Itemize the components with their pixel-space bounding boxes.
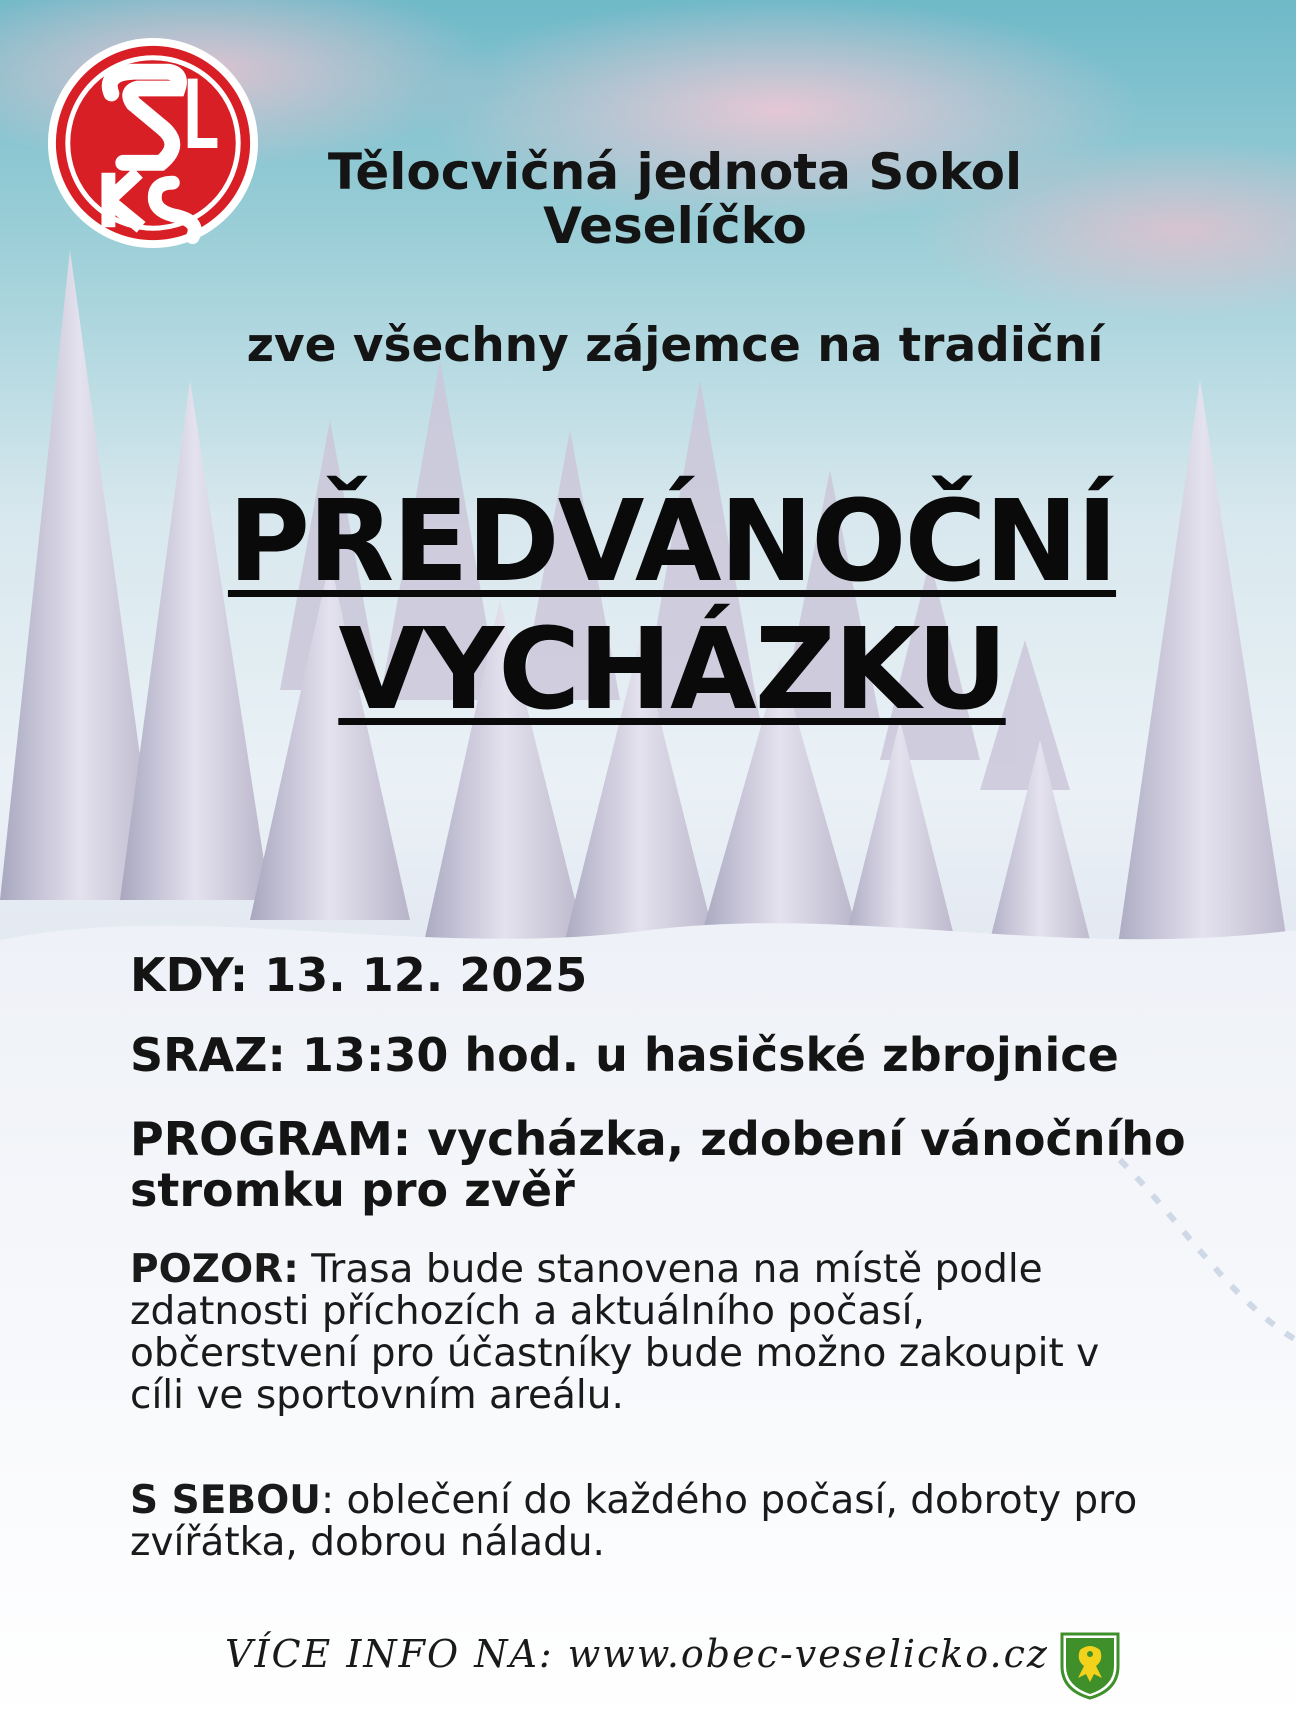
event-title-line-1-text: PŘEDVÁNOČNÍ xyxy=(227,477,1117,607)
bring-label: S SEBOU xyxy=(130,1478,321,1523)
organization-name-line-1: Tělocvičná jednota Sokol xyxy=(327,143,1023,201)
bring-text-1: : oblečení do každého počasí, dobroty pro xyxy=(320,1478,1138,1523)
sokol-logo xyxy=(44,34,262,252)
program-line-2: stromku pro zvěř xyxy=(130,1162,575,1217)
warning-label: POZOR: xyxy=(130,1247,299,1292)
bring-line-1 xyxy=(130,1480,1230,1522)
warning-line-1 xyxy=(130,1249,1230,1291)
municipal-crest-icon xyxy=(1058,1628,1122,1700)
program-line-1: PROGRAM: vycházka, zdobení vánočního xyxy=(130,1112,1186,1166)
event-date: KDY: 13. 12. 2025 xyxy=(130,948,588,1002)
warning-note xyxy=(130,1249,1230,1417)
event-title-line-1 xyxy=(0,477,1296,607)
warning-text-2: zdatnosti příchozích a aktuálního počasí, xyxy=(130,1289,925,1335)
invitation-text: zve všechny zájemce na tradiční xyxy=(246,318,1104,373)
warning-text-1: Trasa bude stanovena na místě podle xyxy=(298,1247,1043,1292)
event-title-line-2 xyxy=(0,605,1296,735)
bring-text-2: zvířátka, dobrou náladu. xyxy=(130,1520,605,1566)
event-title-line-2-text: VYCHÁZKU xyxy=(338,605,1006,735)
meeting-point: SRAZ: 13:30 hod. u hasičské zbrojnice xyxy=(130,1028,1119,1082)
organization-name-line-2: Veselíčko xyxy=(543,197,807,255)
bring-along-note xyxy=(130,1480,1230,1564)
event-program xyxy=(130,1114,1260,1215)
warning-text-4: cíli ve sportovním areálu. xyxy=(130,1373,624,1419)
warning-text-3: občerstvení pro účastníky bude možno zakoupit v xyxy=(130,1331,1100,1377)
more-info-link[interactable]: VÍCE INFO NA: www.obec-veselicko.cz xyxy=(225,1632,1049,1676)
